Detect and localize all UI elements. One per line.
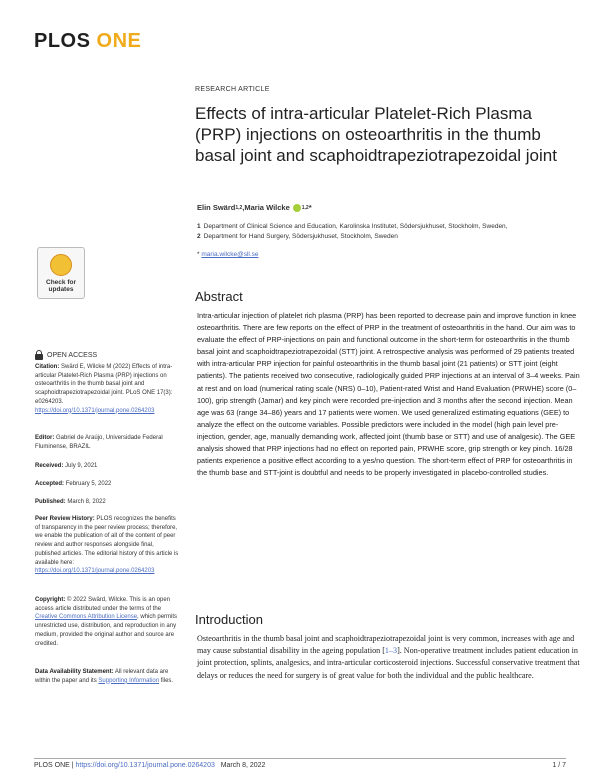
page-number: 1 / 7 bbox=[552, 762, 566, 769]
email-link[interactable]: maria.wilcke@sll.se bbox=[201, 251, 259, 258]
published-date: Published: March 8, 2022 bbox=[35, 499, 106, 505]
copyright-block: Copyright: © 2022 Swärd, Wilcke. This is an open access article distributed under the terms of the Creative Commons Attribution License, which permits unrestricted use, distribution, and reproduction in any medium, provided the original author and source are credited. bbox=[35, 597, 178, 647]
orcid-icon[interactable] bbox=[293, 204, 301, 212]
footer-date: March 8, 2022 bbox=[220, 762, 266, 769]
check-for-updates-badge[interactable]: Check for updates bbox=[37, 247, 85, 299]
supporting-info-link[interactable]: Supporting Information bbox=[98, 677, 160, 684]
corresponding-marker: * bbox=[308, 203, 312, 212]
received-date: Received: July 9, 2021 bbox=[35, 463, 98, 469]
citation-block: Citation: Swärd E, Wilcke M (2022) Effects of intra-articular Platelet-Rich Plasma (PRP) injections on osteoarthritis in the thumb basal joint and scaphoidtrapeziotrapezoidal joint. PLoS ONE 17(3): e0264203. https://doi.org/10.1371/journal.pone.0264203 bbox=[35, 364, 173, 414]
article-type: RESEARCH ARTICLE bbox=[195, 86, 270, 93]
corresponding-email: * maria.wilcke@sll.se bbox=[197, 251, 259, 258]
footer-journal: PLOS ONE bbox=[34, 762, 70, 769]
affiliation-item: 2 Department for Hand Surgery, Södersjukhuset, Stockholm, Sweden bbox=[197, 233, 398, 240]
accepted-date: Accepted: February 5, 2022 bbox=[35, 481, 112, 487]
open-lock-icon bbox=[35, 350, 43, 360]
editor-block: Editor: Gabriel de Araújo, Universidade Federal Fluminense, BRAZIL bbox=[35, 435, 163, 450]
citation-doi-link[interactable]: https://doi.org/10.1371/journal.pone.0264203 bbox=[35, 407, 155, 414]
affiliation-item: 1 Department of Clinical Science and Education, Karolinska Institutet, Södersjukhuset, Stockholm, Sweden, bbox=[197, 223, 508, 230]
peer-review-block: Peer Review History: PLOS recognizes the benefits of transparency in the peer review process; therefore, we enable the publication of all of the content of peer review and author responses alongside final, published articles. The editorial history of this article is available here: https://doi.org/10.1371/journal.pone.0264203 bbox=[35, 516, 179, 575]
author-affiliation-marker: 1,2 bbox=[301, 204, 309, 211]
article-title: Effects of intra-articular Platelet-Rich Plasma (PRP) injections on osteoarthritis in the thumb basal joint and scaphoidtrapeziotrapezoidal joint bbox=[195, 104, 557, 165]
affiliations bbox=[197, 222, 582, 242]
open-access-label: OPEN ACCESS bbox=[35, 350, 97, 360]
page-footer: PLOS ONE | https://doi.org/10.1371/journal.pone.0264203 March 8, 2022 1 / 7 bbox=[34, 762, 566, 769]
footer-divider bbox=[34, 758, 566, 759]
abstract-heading: Abstract bbox=[195, 289, 243, 304]
author-name: Elin Swärd bbox=[197, 203, 236, 212]
abstract-text: Intra-articular injection of platelet rich plasma (PRP) has been reported to decrease pain and improve function in knee osteoarthritis. There are few reports on the effect of PRP in the treatment of osteoarthritis in the hand. Our aim was to evaluate the effect of PRP-injections on pain and functional outcome in the short-term for osteoarthritis in the thumb basal joint and scaphoidtrapeziotrapezoidal (STT) joint. A retrospective analysis was performed of 29 patients treated with intra-articular PRP injection for painful osteoarthritis in the thumb basal joint (21 patients) or STT joint (eight patients). The patients received two consecutive, radiologically guided PRP injections at an interval of 3–4 weeks. Pain at rest and on load (numerical rating scale (NRS) 0–10), Patient-rated Wrist and Hand Evaluation (PRWHE) score (0–100), grip strength (Jamar) and key pinch were recorded pre-injection and 3 months after the second injection. Mean age was 63 (range 34–86) years and 17 patients were women. We used generalized estimating equations (GEE) to analyze the effect on the outcome variables. Possible predictors were included in the model (high pain level pre-injection, gender, age, manually demanding work, affected joint (thumb base or STT) and use of analgesic). The GEE analysis showed that PRP injections had no effect on reported pain, PRWHE score, grip strength or key pinch. 16/28 patients experience a positive effect according to a yes/no question. The short-term effect of PRP for osteoarthritis in the thumb base and STT-joint is doubtful and needs to be properly investigated in placebo-controlled studies. bbox=[197, 311, 580, 478]
data-availability-block: Data Availability Statement: All relevant data are within the paper and its Supporting Information files. bbox=[35, 669, 174, 684]
license-link[interactable]: Creative Commons Attribution License bbox=[35, 614, 138, 621]
author-affiliation-marker: 1,2 bbox=[235, 204, 243, 211]
introduction-text: Osteoarthritis in the thumb basal joint and scaphoidtrapeziotrapezoidal joint is very common, increases with age and may cause substantial disability in the ageing population [1–3]. Non-operative treatment includes patient education in joint protection, splints, analgesics, and intra-articular corticosteroid injections. Successful conservative treatment that delays or reduces the need for surgery is of great value for both the individual and the public healthcare. bbox=[197, 634, 580, 680]
author-list bbox=[197, 203, 312, 212]
peer-review-link[interactable]: https://doi.org/10.1371/journal.pone.0264203 bbox=[35, 568, 155, 575]
footer-doi-link[interactable]: https://doi.org/10.1371/journal.pone.0264203 bbox=[75, 762, 215, 769]
journal-logo: PLOS ONE bbox=[34, 30, 142, 52]
author-name: Maria Wilcke bbox=[244, 203, 290, 212]
reference-link[interactable]: 1–3 bbox=[384, 646, 398, 656]
update-icon bbox=[50, 254, 72, 276]
introduction-heading: Introduction bbox=[195, 612, 263, 627]
author-separator: , bbox=[242, 203, 245, 212]
